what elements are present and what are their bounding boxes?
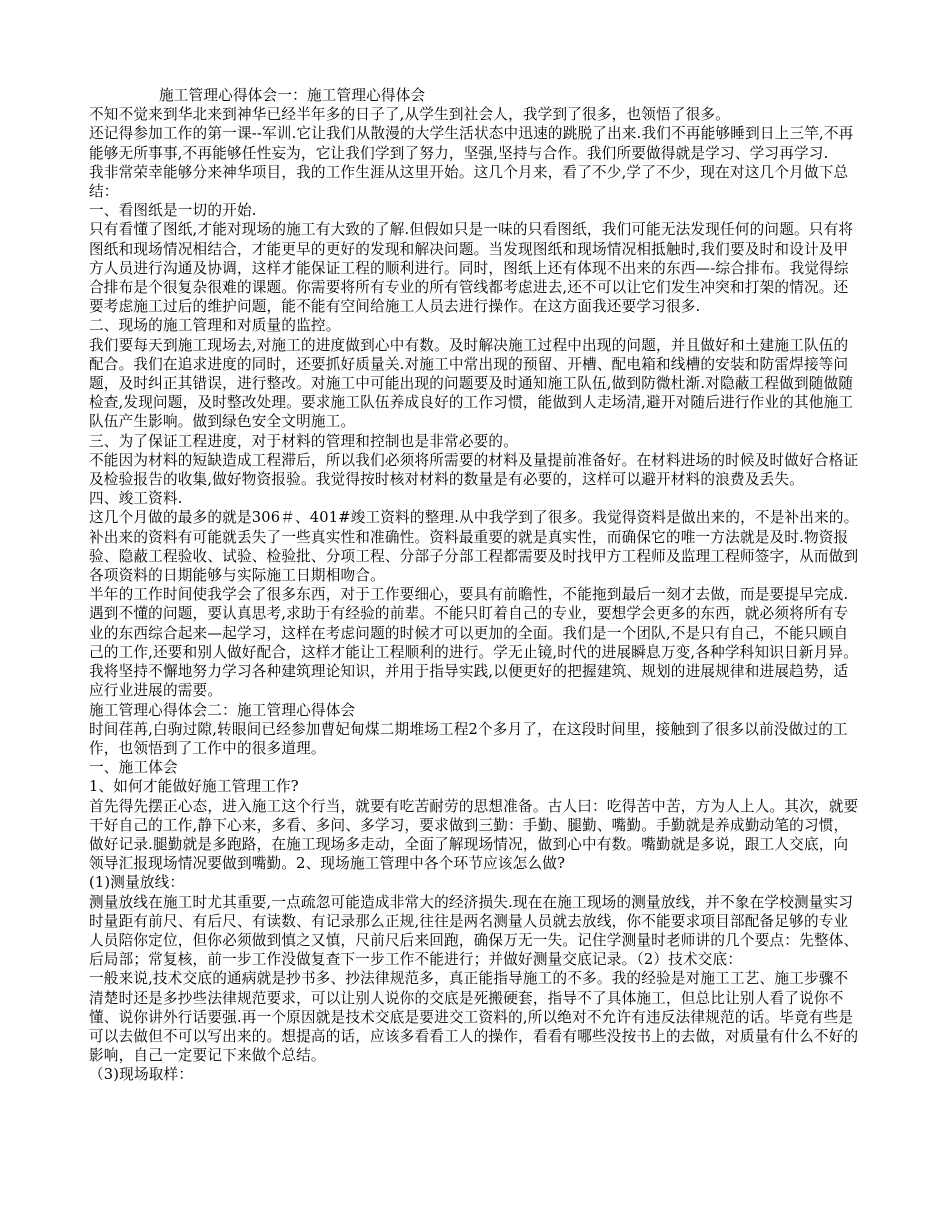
paragraph-drawings: 只有看懂了图纸,才能对现场的施工有大致的了解.但假如只是一味的只看图纸，我们可能无法发现任何的问题。只有将图纸和现场情况相结合，才能更早的更好的发现和解决问题。当发现图纸和现场情况相抵触时,我们要及时和设计及甲方人员进行沟通及协调，这样才能保证工程的顺利进行。同时，图纸上还有体现不出来的东西—-综合排布。我觉得综合排布是个很复杂很难的课题。你需要将所有专业的所有管线都考虑进去,还不可以让它们发生冲突和打架的情况。还要考虑施工过后的维护问题，能不能有空间给施工人员去进行操作。在这方面我还要学习很多. <box>89 221 854 316</box>
paragraph-military-training: 还记得参加工作的第一课--军训.它让我们从散漫的大学生活状态中迅速的跳脱了出来.我们不再能够睡到日上三竿,不再能够无所事事,不再能够任性妄为，它让我们学到了努力，坚强,坚持与合作。我们所要做得就是学习、学习再学习. <box>89 125 854 162</box>
paragraph-summary: 半年的工作时间使我学会了很多东西，对于工作要细心，要具有前瞻性，不能拖到最后一刻才去做，而是要提早完成.遇到不懂的问题，要认真思考,求助于有经验的前辈。不能只盯着自己的专业，要想学会更多的东西，就必须将所有专业的东西综合起来—起学习，这样在考虑问题的时候才可以更加的全面。我们是一个团队,不是只有自己，不能只顾自己的工作,还要和别人做好配合，这样才能让工程顺利的进行。学无止镜,时代的进展瞬息万变,各种学科知识日新月异。我将坚持不懈地努力学习各种建筑理论知识，并用于指导实践,以便更好的把握建筑、规划的进展规律和进展趋势，适应行业进展的需要。 <box>89 586 859 700</box>
section-title-1: 施工管理心得体会一：施工管理心得体会 <box>159 87 426 104</box>
paragraph-technical-briefing: 一般来说,技术交底的通病就是抄书多、抄法律规范多，真正能指导施工的不多。我的经验是对施工工艺、施工步骤不清楚时还是多抄些法律规范要求，可以让别人说你的交底是死搬硬套，指导不了具体施工，但总比让别人看了说你不懂、说你讲外行话要强.再一个原因就是技术交底是要进交工资料的,所以绝对不允许有违反法律规范的话。毕竟有些是可以去做但不可以写出来的。想提高的话，应该多看看工人的操作，看看有哪些没按书上的去做，对质量有什么不好的影响，自己一定要记下来做个总结。 <box>89 970 859 1065</box>
heading-materials: 三、为了保证工程进度，对于材料的管理和控制也是非常必要的。 <box>89 432 519 450</box>
paragraph-site-management: 我们要每天到施工现场去,对施工的进度做到心中有数。及时解决施工过程中出现的问题，并且做好和土建施工队伍的配合。我们在追求进度的同时，还要抓好质量关.对施工中常出现的预留、开槽、配电箱和线槽的安装和防雷焊接等问题，及时纠正其错误，进行整改。对施工中可能出现的问题要及时通知施工队伍,做到防微杜渐.对隐蔽工程做到随做随检查,发现问题，及时整改处理。要求施工队伍养成良好的工作习惯，能做到人走场清,避开对随后进行作业的其他施工队伍产生影响。做到绿色安全文明施工。 <box>89 336 854 431</box>
heading-sampling: （3)现场取样： <box>89 1066 194 1084</box>
heading-construction-experience: 一、施工体会 <box>89 759 178 777</box>
paragraph-materials: 不能因为材料的短缺造成工程滞后，所以我们必须将所需要的材料及量提前准备好。在材料进场的时候及时做好合格证及检验报告的收集,做好物资报验。我觉得按时核对材料的数量是有必要的，这样可以避开材料的浪费及丢失。 <box>89 451 859 489</box>
heading-drawings: 一、看图纸是一切的开始. <box>89 202 257 220</box>
heading-site-management: 二、现场的施工管理和对质量的监控。 <box>89 317 341 335</box>
paragraph-attitude: 首先得先摆正心态，进入施工这个行当，就要有吃苦耐劳的思想准备。古人曰：吃得苦中苦，方为人上人。其次，就要干好自己的工作,静下心来，多看、多问、多学习，要求做到三勤：手勤、腿勤、嘴勤。手勤就是养成勤动笔的习惯，做好记录.腿勤就是多跑路，在施工现场多走动，全面了解现场情况，做到心中有数。嘴勤就是多说，跟工人交底，向领导汇报现场情况要做到嘴勤。2、现场施工管理中各个环节应该怎么做? <box>89 797 859 873</box>
paragraph-survey: 测量放线在施工时尤其重要,一点疏忽可能造成非常大的经济损失.现在在施工现场的测量放线，并不象在学校测量实习时量距有前尺、有后尺、有读数、有记录那么正规,往往是两名测量人员就去放线，你不能要求项目部配备足够的专业人员陪你定位，但你必须做到慎之又慎，尺前尺后来回跑，确保万无一失。记住学测量时老师讲的几个要点：先整体、后局部；常复核，前一步工作没做复查下一步工作不能进行；并做好测量交底记录。（2）技术交底： <box>89 893 859 969</box>
heading-survey: (1)测量放线： <box>89 874 185 892</box>
section-title-2: 施工管理心得体会二：施工管理心得体会 <box>89 701 356 719</box>
heading-how-to-manage: 1、如何才能做好施工管理工作? <box>89 778 299 796</box>
heading-completion-docs: 四、竣工资料. <box>89 490 183 508</box>
paragraph-completion-docs: 这几个月做的最多的就是306＃、401#竣工资料的整理.从中我学到了很多。我觉得资料是做出来的，不是补出来的。补出来的资料有可能就丢失了一些真实性和准确性。资料最重要的就是真实性，而确保它的唯一方法就是及时.物资报验、隐蔽工程验收、试验、检验批、分项工程、分部子分部工程都需要及时找甲方工程师及监理工程师签字，从而做到各项资料的日期能够与实际施工日期相吻合。 <box>89 509 859 585</box>
paragraph-intro: 不知不觉来到华北来到神华已经半年多的日子了,从学生到社会人，我学到了很多，也领悟了很多。 <box>89 106 730 124</box>
paragraph-time: 时间荏苒,白驹过隙,转眼间已经参加曹妃甸煤二期堆场工程2个多月了，在这段时间里，接触到了很多以前没做过的工作，也领悟到了工作中的很多道理。 <box>89 720 848 757</box>
paragraph-project: 我非常荣幸能够分来神华项目，我的工作生涯从这里开始。这几个月来，看了不少,学了不少，现在对这几个月做下总结： <box>89 163 849 201</box>
